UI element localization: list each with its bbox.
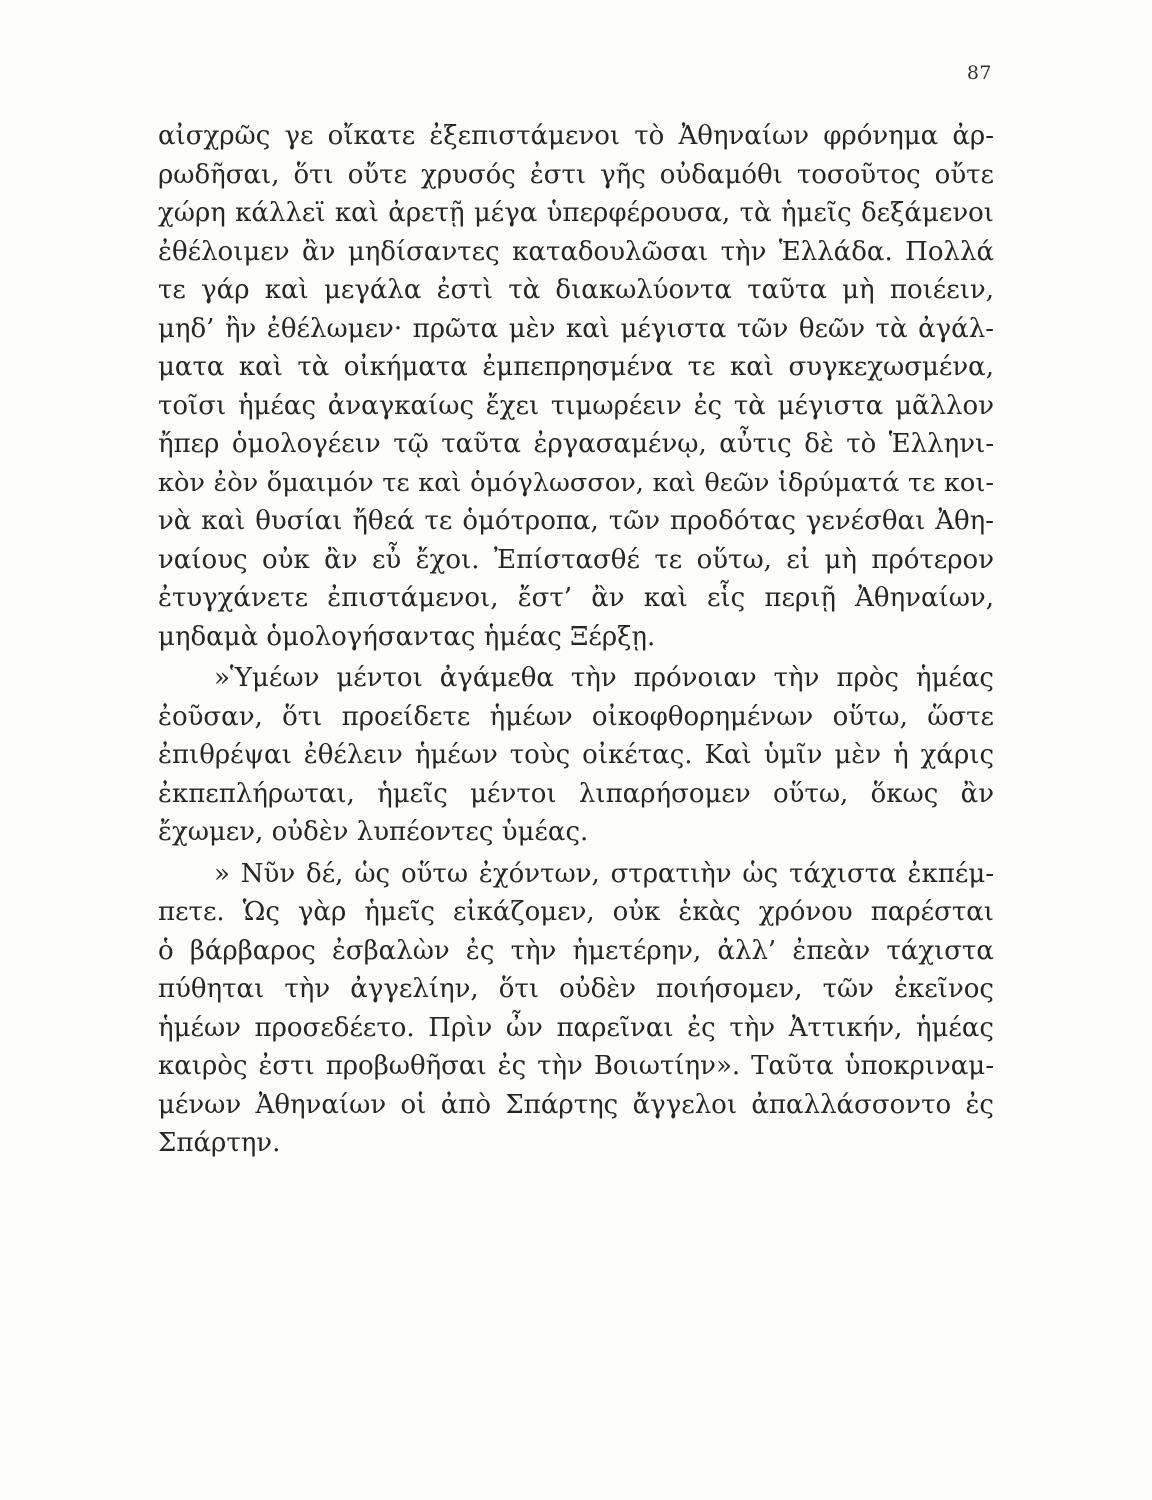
text-line: ἔχωμεν, οὐδὲν λυπέοντες ὑμέας. [158, 817, 589, 847]
text-line: Σπάρτην. [158, 1128, 281, 1158]
text-line: πετε. Ὡς γὰρ ἡμεῖς εἰκάζομεν, οὐκ ἑκὰς χρόνου παρέσται [158, 897, 994, 927]
text-line: τε γάρ καὶ μεγάλα ἐστὶ τὰ διακωλύοντα ταῦτα μὴ ποιέειν, [158, 275, 994, 305]
text-line: πύθηται τὴν ἀγγελίην, ὅτι οὐδὲν ποιήσομεν, τῶν ἐκεῖνος [158, 974, 994, 1004]
text-line: »Ὑμέων μέντοι ἀγάμεθα τὴν πρόνοιαν τὴν πρὸς ἡμέας [214, 663, 994, 693]
text-line: μένων Ἀθηναίων οἱ ἀπὸ Σπάρτης ἄγγελοι ἀπαλλάσσοντο ἐς [158, 1089, 994, 1120]
text-line: ματα καὶ τὰ οἰκήματα ἐμπεπρησμένα τε καὶ συγκεχωσμένα, [158, 352, 994, 382]
text-line: μηδαμὰ ὁμολογήσαντας ἡμέας Ξέρξῃ. [158, 621, 656, 652]
text-line: ὁ βάρβαρος ἐσβαλὼν ἐς τὴν ἡμετέρην, ἀλλ’ ἐπεὰν τάχιστα [158, 935, 994, 966]
paragraph-3 [158, 855, 994, 1163]
text-line: ἤπερ ὁμολογέειν τῷ ταῦτα ἐργασαμένῳ, αὖτις δὲ τὸ Ἑλληνι- [158, 429, 994, 459]
text-line: καιρὸς ἐστι προβωθῆσαι ἐς τὴν Βοιωτίην». Ταῦτα ὑποκριναμ- [158, 1051, 994, 1081]
text-line: ἐθέλοιμεν ἂν μηδίσαντες καταδουλῶσαι τὴν Ἑλλάδα. Πολλά [158, 236, 994, 267]
body-text [158, 117, 994, 1163]
text-line: χώρη κάλλεϊ καὶ ἀρετῇ μέγα ὑπερφέρουσα, τὰ ἡμεῖς δεξάμενοι [158, 198, 994, 228]
paragraph-1 [158, 117, 994, 656]
text-line: » Νῦν δέ, ὡς οὕτω ἐχόντων, στρατιὴν ὡς τάχιστα ἐκπέμ- [214, 858, 994, 889]
text-line: μηδ’ ἢν ἐθέλωμεν· πρῶτα μὲν καὶ μέγιστα τῶν θεῶν τὰ ἀγάλ- [158, 313, 994, 344]
page-number: 87 [966, 62, 992, 84]
paragraph-2 [158, 659, 994, 852]
text-line: ρωδῆσαι, ὅτι οὔτε χρυσός ἐστι γῆς οὐδαμόθι τοσοῦτος οὔτε [158, 159, 994, 190]
text-line: ναίους οὐκ ἂν εὖ ἔχοι. Ἐπίστασθέ τε οὕτω, εἰ μὴ πρότερον [158, 544, 994, 575]
text-line: νὰ καὶ θυσίαι ἤθεά τε ὁμότροπα, τῶν προδότας γενέσθαι Ἀθη- [158, 506, 994, 536]
text-line: ἐκπεπλήρωται, ἡμεῖς μέντοι λιπαρήσομεν οὕτω, ὅκως ἂν [158, 778, 994, 809]
text-line: αἰσχρῶς γε οἴκατε ἐξεπιστάμενοι τὸ Ἀθηναίων φρόνημα ἀρ- [158, 121, 994, 151]
text-line: ἐοῦσαν, ὅτι προείδετε ἡμέων οἰκοφθορημένων οὕτω, ὥστε [158, 701, 994, 732]
text-line: ἐπιθρέψαι ἐθέλειν ἡμέων τοὺς οἰκέτας. Καὶ ὑμῖν μὲν ἡ χάρις [158, 740, 994, 770]
text-line: τοῖσι ἡμέας ἀναγκαίως ἔχει τιμωρέειν ἐς τὰ μέγιστα μᾶλλον [158, 390, 994, 421]
text-line: ἐτυγχάνετε ἐπιστάμενοι, ἔστ’ ἂν καὶ εἷς περιῇ Ἀθηναίων, [158, 583, 994, 613]
text-line: κὸν ἐὸν ὅμαιμόν τε καὶ ὁμόγλωσσον, καὶ θεῶν ἱδρύματά τε κοι- [158, 467, 994, 498]
text-line: ἡμέων προσεδέετο. Πρὶν ὦν παρεῖναι ἐς τὴν Ἀττικήν, ἡμέας [158, 1012, 994, 1043]
